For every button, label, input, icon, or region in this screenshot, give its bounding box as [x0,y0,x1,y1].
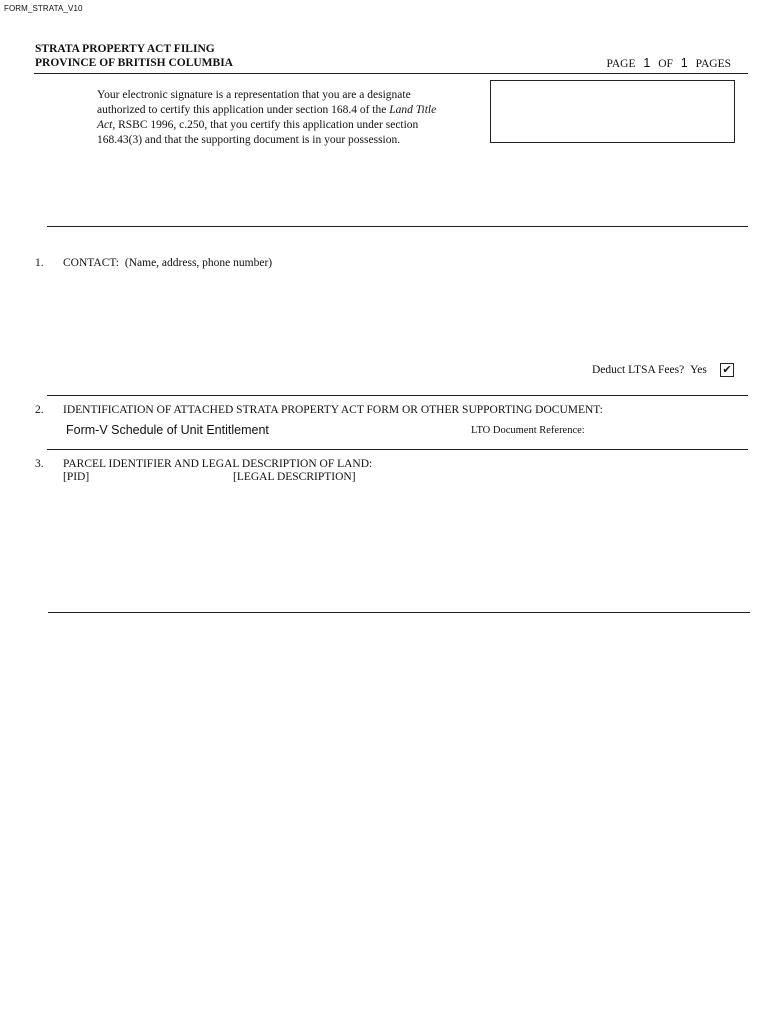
section2-heading: IDENTIFICATION OF ATTACHED STRATA PROPERTY ACT FORM OR OTHER SUPPORTING DOCUMENT: [63,404,603,416]
section1-number: 1. [35,257,44,269]
page-total: 1 [680,56,688,70]
province-title: PROVINCE OF BRITISH COLUMBIA [35,57,233,69]
pid-label: [PID] [63,471,90,483]
section3-number: 3. [35,458,44,470]
signature-divider [47,226,748,227]
deduct-fees-label: Deduct LTSA Fees? Yes [592,364,707,376]
signature-statement: Your electronic signature is a representation that you are a designate authorized to certify this application under section 168.4 of the Land Title Act, RSBC 1996, c.250, that you certify this application under section 168.43(3) and that the supporting document is in your possession. [97,89,437,146]
legal-description-label: [LEGAL DESCRIPTION] [233,471,356,483]
form-id: FORM_STRATA_V10 [4,4,83,13]
deduct-fees-checkbox[interactable]: ✔ [720,363,734,377]
section2-divider [47,449,748,450]
of-label: OF [658,58,673,70]
section1-heading [63,257,272,269]
section3-heading: PARCEL IDENTIFIER AND LEGAL DESCRIPTION OF LAND: [63,458,373,470]
fees-yes-label: Yes [690,364,707,376]
page-indicator [607,56,731,70]
pages-label: PAGES [695,58,731,70]
page-label: PAGE [606,58,636,70]
section3-divider [48,612,750,613]
contact-hint: (Name, address, phone number) [124,257,273,269]
parcel-description-field[interactable] [63,488,743,603]
section2-number: 2. [35,404,44,416]
document-type-field[interactable]: Form-V Schedule of Unit Entitlement [66,423,269,437]
section1-divider [47,395,748,396]
lto-reference-label: LTO Document Reference: [471,425,585,436]
header-divider [34,73,748,74]
page-current: 1 [643,56,651,70]
signature-box[interactable] [490,80,735,143]
form-title: STRATA PROPERTY ACT FILING [35,43,215,55]
contact-field[interactable] [63,275,743,355]
contact-label: CONTACT: [63,257,120,269]
